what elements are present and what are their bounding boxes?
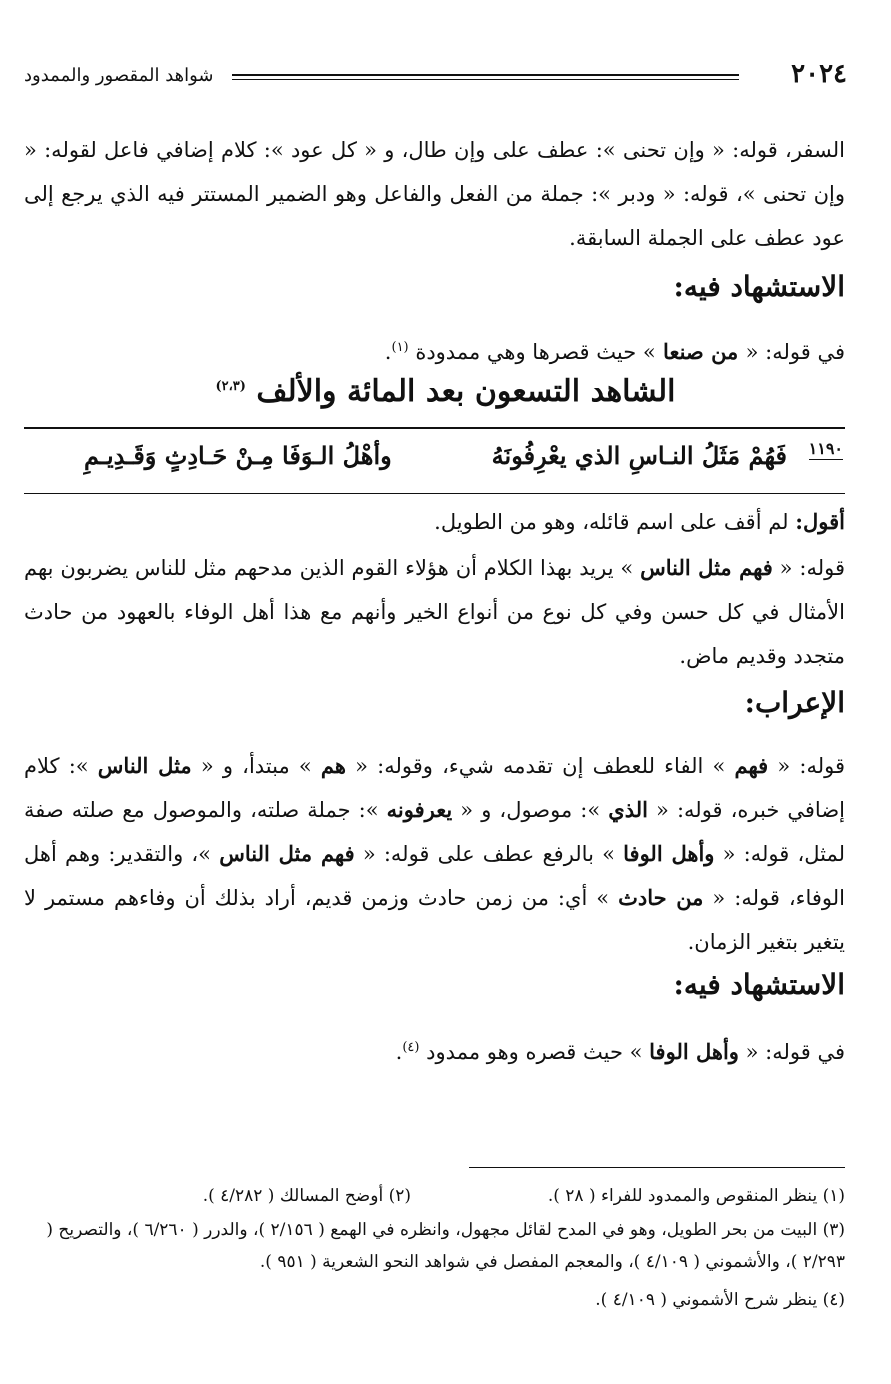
paragraph-intro: السفر، قوله: « وإن تحنى »: عطف على وإن طال، و « كل عود »: كلام إضافي فاعل لقوله: « وإن تحنى »، قوله: « ودبر »: جملة من الفعل والفاعل وهو الضمير المستتر فيه الذي يرجع إلى عود عطف على الجملة السابقة. (24, 138, 845, 250)
paragraph-meaning: قوله: « فهم مثل الناس » يريد بهذا الكلام أن هؤلاء القوم الذين مدحهم مثل للناس يضربون بهم الأمثال في كل حسن وفي كل نوع من أنواع الخير وأنهم مع هذا أهل الوفاء بالعهود من حادث متجدد وقديم ماض. (24, 555, 845, 668)
section-heading-irab: الإعراب: (744, 686, 845, 719)
footnote-ref-2-3: (٢،٣) (215, 379, 246, 394)
section-heading-istishhad-1: الاستشهاد فيه: (673, 270, 845, 303)
page-header (24, 59, 847, 92)
paragraph-irab: قوله: « فهم » الفاء للعطف إن تقدمه شيء، وقوله: « هم » مبتدأ، و « مثل الناس »: كلام إضافي خبره، قوله: « الذي »: موصول، و « يعرفونه »: جملة صلته، والموصول مع صلته صفة لمثل، قوله: « وأهل الوفا » بالرفع عطف على قوله: « فهم مثل الناس »، والتقدير: وهم أهل الوفاء، قوله: « من حادث » أي: من زمن حادث وزمن قديم، أراد بذلك أن وفاءهم مستمر لا يتغير بتغير الزمان. (24, 753, 846, 954)
citation-1: في قوله: « من صنعا » حيث قصرها وهي ممدودة $^{(١)}$. (384, 339, 845, 364)
section-heading-istishhad-2: الاستشهاد فيه: (673, 968, 845, 1001)
verse-number: ١١٩٠ (808, 439, 843, 458)
footnote-rule (469, 1167, 845, 1168)
verse-second-hemistich: وأهْلُ الـوَفَا مِـنْ حَـادِثٍ وَقَـدِيـمِ (84, 441, 392, 470)
footnote-4: (٤) ينظر شرح الأشموني ( ٤/١٠٩ ). (595, 1290, 845, 1310)
footnote-1: (١) ينظر المنقوص والممدود للفراء ( ٢٨ ). (547, 1186, 845, 1206)
running-title: شواهد المقصور والممدود (24, 65, 214, 86)
footnote-ref-4: (٤) (402, 1040, 420, 1055)
footnote-3: (٣) البيت من بحر الطويل، وهو في المدح لقائل مجهول، وانظره في الهمع ( ٢/١٥٦ )، والدرر ( ٦/٢٦٠ )، والتصريح ( ٢/٢٩٣ )، والأشموني ( ٤/١٠٩ )، والمعجم المفصل في شواهد النحو الشعرية ( ٩٥١ ). (46, 1220, 845, 1272)
shahid-title: الشاهد التسعون بعد المائة والألف $^{(٢،٣)}$ (215, 374, 676, 409)
footnote-ref-1: (١) (391, 340, 409, 355)
paragraph-aqul: أقول: لم أقف على اسم قائله، وهو من الطويل. (434, 509, 845, 534)
verse-first-hemistich: فَهُمْ مَثَلُ النـاسِ الذي يعْرِفُونَهُ (491, 441, 787, 470)
header-rule (232, 74, 739, 80)
footnote-2: (٢) أوضح المسالك ( ٤/٢٨٢ ). (202, 1186, 411, 1206)
citation-2: في قوله: « وأهل الوفا » حيث قصره وهو ممدود $^{(٤)}$. (395, 1039, 845, 1064)
verse-box (24, 427, 845, 494)
page-number: ٢٠٢٤ (791, 59, 847, 89)
